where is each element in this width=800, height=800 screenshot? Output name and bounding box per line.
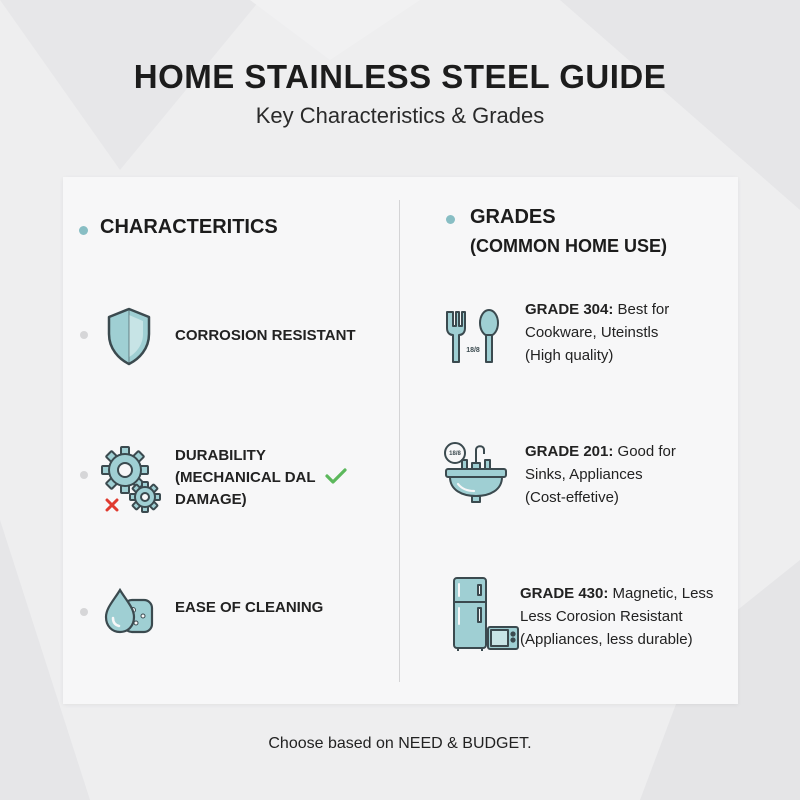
- item-bullet: [80, 608, 88, 616]
- grade-304-desc: Best for: [613, 301, 670, 318]
- grade-201-text: [525, 440, 676, 509]
- page-subtitle: Key Characteristics & Grades: [255, 103, 545, 128]
- water-drop-sponge-icon: [100, 586, 158, 638]
- grade-304-line-1: [525, 298, 669, 321]
- cutlery-icon-text: 18/8: [466, 347, 480, 354]
- item-bullet: [80, 331, 88, 339]
- durability-line-3: DAMAGE): [175, 491, 247, 508]
- grade-304-name: GRADE 304:: [525, 301, 614, 318]
- characteristics-heading: CHARACTERITICS: [100, 216, 278, 238]
- grade-201-line-1: [525, 440, 676, 463]
- column-divider: [399, 200, 400, 682]
- check-icon: [325, 468, 347, 484]
- grade-201-line-3: (Cost-effetive): [525, 489, 619, 506]
- grade-430-line-1: [520, 582, 713, 605]
- gears-icon: [100, 442, 162, 516]
- item-bullet: [80, 471, 88, 479]
- grade-430-name: GRADE 430:: [520, 585, 609, 602]
- grade-430-text: [520, 582, 713, 651]
- grade-201-desc: Good for: [613, 443, 676, 460]
- grade-430-desc: Magnetic, Less: [608, 585, 714, 602]
- durability-line-2: [175, 467, 347, 489]
- fridge-microwave-icon: [450, 576, 522, 652]
- corrosion-resistant-label: CORROSION RESISTANT: [175, 327, 356, 344]
- grades-heading: GRADES: [470, 206, 556, 228]
- durability-label: [175, 445, 347, 511]
- section-bullet: [79, 226, 88, 235]
- grade-430-line-2: Less Corosion Resistant: [520, 608, 683, 625]
- durability-line-2-text: (MECHANICAL DAL: [175, 469, 316, 486]
- grades-subheading: (COMMON HOME USE): [470, 236, 667, 256]
- ease-of-cleaning-label: EASE OF CLEANING: [175, 599, 324, 616]
- sink-icon-text: 18/8: [449, 451, 461, 457]
- grade-201-name: GRADE 201:: [525, 443, 614, 460]
- grade-430-line-3: (Appliances, less durable): [520, 631, 693, 648]
- grade-304-line-3: (High quality): [525, 347, 614, 364]
- page-title: HOME STAINLESS STEEL GUIDE: [133, 58, 667, 95]
- grade-304-text: [525, 298, 669, 367]
- footer-note: Choose based on NEED & BUDGET.: [268, 735, 532, 752]
- shield-icon: [104, 306, 154, 366]
- grade-201-line-2: Sinks, Appliances: [525, 466, 643, 483]
- cutlery-icon: [443, 308, 503, 366]
- durability-line-1: DURABILITY: [175, 447, 266, 464]
- section-bullet: [446, 215, 455, 224]
- sink-icon: [440, 440, 512, 504]
- grade-304-line-2: Cookware, Uteinstls: [525, 324, 659, 341]
